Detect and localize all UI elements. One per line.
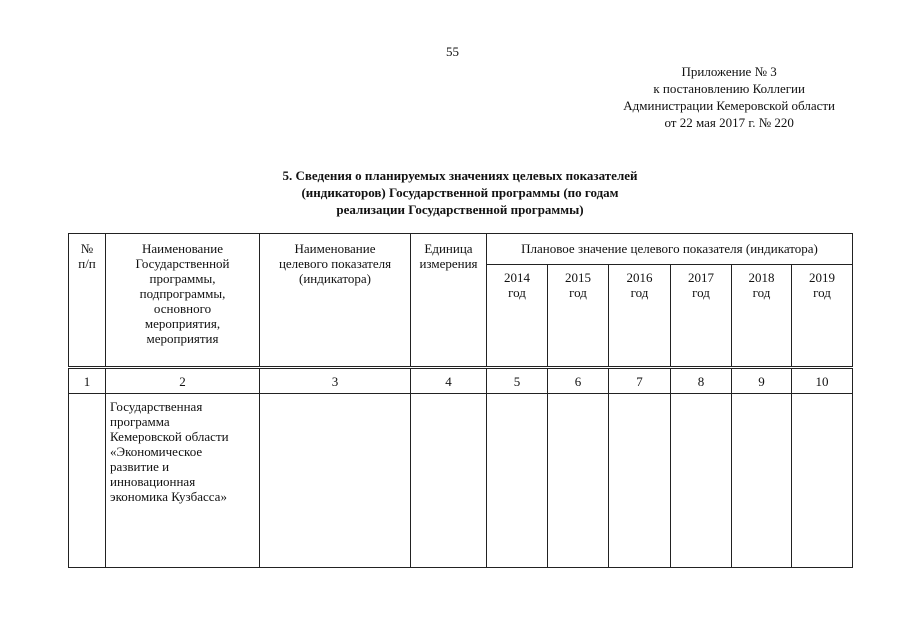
document-title xyxy=(200,167,720,218)
column-number: 4 xyxy=(411,368,487,394)
value-cell-2016 xyxy=(609,394,671,568)
table-row xyxy=(69,394,853,568)
appendix-header xyxy=(623,63,835,131)
value-cell-2017 xyxy=(671,394,732,568)
value-cell-2014 xyxy=(487,394,548,568)
value-cell-2015 xyxy=(548,394,609,568)
header-planned-value: Плановое значение целевого показателя (индикатора) xyxy=(487,234,853,265)
title-line: (индикаторов) Государственной программы (по годам xyxy=(301,185,619,200)
appendix-line: к постановлению Коллегии xyxy=(653,81,805,96)
column-number: 8 xyxy=(671,368,732,394)
title-line: 5. Сведения о планируемых значениях целевых показателей xyxy=(282,168,638,183)
appendix-line: Приложение № 3 xyxy=(681,64,777,79)
column-number: 2 xyxy=(106,368,260,394)
column-number: 6 xyxy=(548,368,609,394)
value-cell-2018 xyxy=(732,394,792,568)
indicator-cell xyxy=(260,394,411,568)
column-number: 9 xyxy=(732,368,792,394)
header-year-2014: 2014 год xyxy=(487,265,548,368)
appendix-line: от 22 мая 2017 г. № 220 xyxy=(664,115,794,130)
program-name-cell: Государственная программа Кемеровской области «Экономическое развитие и инновационная экономика Кузбасса» xyxy=(106,394,260,568)
column-number: 3 xyxy=(260,368,411,394)
header-unit: Единица измерения xyxy=(411,234,487,368)
title-line: реализации Государственной программы) xyxy=(336,202,584,217)
header-row-group xyxy=(69,234,853,265)
column-number: 1 xyxy=(69,368,106,394)
indicators-table xyxy=(68,233,853,568)
header-year-2019: 2019 год xyxy=(792,265,853,368)
column-number: 7 xyxy=(609,368,671,394)
header-year-2017: 2017 год xyxy=(671,265,732,368)
unit-cell xyxy=(411,394,487,568)
header-program-name: Наименование Государственной программы, подпрограммы, основного мероприятия, мероприятия xyxy=(106,234,260,368)
page-number: 55 xyxy=(446,44,459,59)
header-indicator-name: Наименование целевого показателя (индикатора) xyxy=(260,234,411,368)
value-cell-2019 xyxy=(792,394,853,568)
header-year-2018: 2018 год xyxy=(732,265,792,368)
column-numbers-row xyxy=(69,368,853,394)
row-number-cell xyxy=(69,394,106,568)
column-number: 5 xyxy=(487,368,548,394)
header-year-2015: 2015 год xyxy=(548,265,609,368)
appendix-line: Администрации Кемеровской области xyxy=(623,98,835,113)
header-number: № п/п xyxy=(69,234,106,368)
column-number: 10 xyxy=(792,368,853,394)
header-year-2016: 2016 год xyxy=(609,265,671,368)
